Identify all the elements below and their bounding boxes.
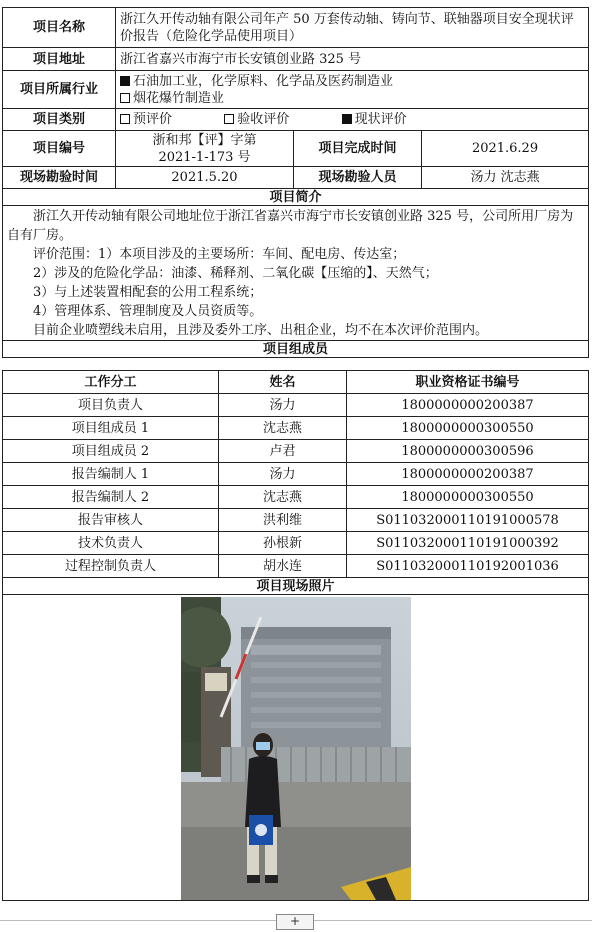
- intro-paragraph: 3）与上述装置相配套的公用工程系统；: [33, 285, 263, 300]
- project-type-label: 项目类别: [3, 109, 116, 131]
- member-role: 技术负责人: [3, 532, 219, 555]
- member-name: 汤力: [219, 394, 347, 417]
- member-cert: 1800000000300596: [347, 440, 589, 463]
- site-photo-image: [181, 597, 411, 900]
- member-role: 报告编制人 2: [3, 486, 219, 509]
- project-name-label: 项目名称: [3, 8, 116, 48]
- member-name: 孙根新: [219, 532, 347, 555]
- table-row: [3, 555, 589, 578]
- table-row: [3, 532, 589, 555]
- intro-paragraph: 浙江久开传动轴有限公司地址位于浙江省嘉兴市海宁市长安镇创业路 325 号，公司所用厂房为自有厂房。: [7, 209, 574, 243]
- survey-staff-value: 汤力 沈志燕: [422, 167, 589, 189]
- member-role: 报告编制人 1: [3, 463, 219, 486]
- photo-cell: [3, 595, 589, 901]
- intro-paragraph: 目前企业喷塑线未启用，且涉及委外工序、出租企业，均不在本次评价范围内。: [33, 323, 489, 338]
- survey-staff-label: 现场勘验人员: [294, 167, 422, 189]
- member-name: 沈志燕: [219, 417, 347, 440]
- project-code-value: 浙和邦【评】字第 2021-1-173 号: [116, 131, 294, 167]
- member-name: 沈志燕: [219, 486, 347, 509]
- project-address-label: 项目地址: [3, 48, 116, 71]
- intro-body: [3, 206, 589, 341]
- member-cert: 1800000000300550: [347, 417, 589, 440]
- member-role: 报告审核人: [3, 509, 219, 532]
- member-name: 胡水连: [219, 555, 347, 578]
- project-address-value: 浙江省嘉兴市海宁市长安镇创业路 325 号: [116, 48, 589, 71]
- project-type-options: [116, 109, 589, 131]
- table-row: [3, 509, 589, 532]
- table-row: [3, 486, 589, 509]
- member-cert: S011032000110191000392: [347, 532, 589, 555]
- survey-time-label: 现场勘验时间: [3, 167, 116, 189]
- member-role: 过程控制负责人: [3, 555, 219, 578]
- member-cert: 1800000000200387: [347, 394, 589, 417]
- unchecked-box-icon: [120, 93, 130, 103]
- industry-option-petro[interactable]: 石油加工业，化学原料、化学品及医药制造业: [120, 73, 584, 90]
- unchecked-box-icon: [120, 114, 130, 124]
- member-cert: 1800000000200387: [347, 463, 589, 486]
- type-option-current[interactable]: 现状评价: [342, 112, 407, 127]
- member-name: 汤力: [219, 463, 347, 486]
- members-col-cert: 职业资格证书编号: [347, 371, 589, 394]
- member-name: 洪利维: [219, 509, 347, 532]
- member-name: 卢君: [219, 440, 347, 463]
- industry-option-fireworks[interactable]: 烟花爆竹制造业: [120, 90, 584, 107]
- intro-paragraph: 2）涉及的危险化学品：油漆、稀释剂、二氧化碳【压缩的】、天然气；: [33, 266, 438, 281]
- members-table: [2, 370, 589, 901]
- member-role: 项目组成员 1: [3, 417, 219, 440]
- project-done-label: 项目完成时间: [294, 131, 422, 167]
- member-cert: S011032000110192001036: [347, 555, 589, 578]
- type-option-pre[interactable]: 预评价: [120, 112, 172, 127]
- type-option-acceptance[interactable]: 验收评价: [224, 112, 289, 127]
- add-row-button[interactable]: +: [276, 914, 314, 930]
- members-col-role: 工作分工: [3, 371, 219, 394]
- table-row: [3, 463, 589, 486]
- project-name-value: 浙江久开传动轴有限公司年产 50 万套传动轴、铸向节、联轴器项目安全现状评价报告（危险化学品使用项目）: [116, 8, 589, 48]
- members-col-name: 姓名: [219, 371, 347, 394]
- project-industry-label: 项目所属行业: [3, 71, 116, 109]
- project-code-label: 项目编号: [3, 131, 116, 167]
- table-row: [3, 417, 589, 440]
- survey-time-value: 2021.5.20: [116, 167, 294, 189]
- checked-box-icon: [342, 114, 352, 124]
- intro-header: 项目简介: [3, 189, 589, 206]
- project-industry-options: [116, 71, 589, 109]
- checked-box-icon: [120, 76, 130, 86]
- table-row: [3, 394, 589, 417]
- project-info-table: [2, 7, 589, 358]
- project-done-value: 2021.6.29: [422, 131, 589, 167]
- member-cert: S011032000110191000578: [347, 509, 589, 532]
- photo-header: 项目现场照片: [3, 578, 589, 595]
- member-role: 项目组成员 2: [3, 440, 219, 463]
- members-header: 项目组成员: [3, 341, 589, 358]
- site-photo: [181, 597, 411, 900]
- unchecked-box-icon: [224, 114, 234, 124]
- table-row: [3, 440, 589, 463]
- intro-paragraph: 4）管理体系、管理制度及人员资质等。: [33, 304, 263, 319]
- member-cert: 1800000000300550: [347, 486, 589, 509]
- member-role: 项目负责人: [3, 394, 219, 417]
- intro-paragraph: 评价范围：1）本项目涉及的主要场所：车间、配电房、传达室；: [33, 247, 406, 262]
